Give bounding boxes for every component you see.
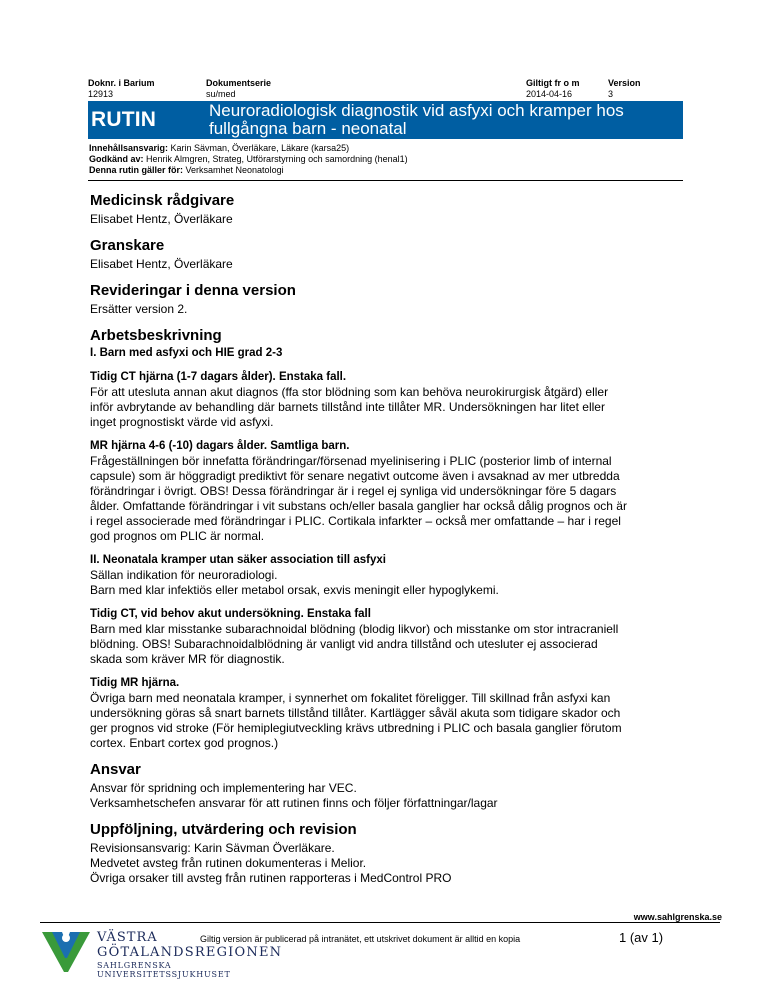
section-medical-advisor: [90, 192, 690, 227]
metadata-row: [88, 78, 683, 100]
text-line: skada som kräver MR för diagnostik.: [90, 652, 285, 666]
mr-heading: MR hjärna 4-6 (-10) dagars ålder. Samtliga barn.: [90, 440, 350, 452]
ct2-block: [90, 607, 690, 667]
footer-note: Giltig version är publicerad på intranätet, ett utskrivet dokument är alltid en kopia: [200, 934, 521, 944]
text-line: Övriga orsaker till avsteg från rutinen rapporteras i MedControl PRO: [90, 871, 452, 885]
text-line: Revisionsansvarig: Karin Sävman Överläkare.: [90, 841, 335, 855]
section-reviewer: [90, 237, 690, 272]
applies-label: Denna rutin gäller för:: [89, 165, 184, 175]
document-title: [209, 101, 624, 139]
section-text: Elisabet Hentz, Överläkare: [90, 257, 233, 271]
section-heading: Uppföljning, utvärdering och revision: [90, 821, 357, 838]
responsible-value: Karin Sävman, Överläkare, Läkare (karsa25): [168, 143, 350, 153]
valid-from-value: 2014-04-16: [526, 89, 573, 99]
part-2-heading: II. Neonatala kramper utan säker association till asfyxi: [90, 554, 386, 566]
doc-nr-label: Doknr. i Barium: [88, 78, 155, 88]
text-line: Sällan indikation för neuroradiologi.: [90, 568, 278, 582]
section-heading: Arbetsbeskrivning: [90, 327, 222, 344]
text-line: undersökning göras så snart barnets tillstånd tillåter. Kartlägger såväl akuta som tidigare skador och: [90, 706, 621, 720]
text-line: Övriga barn med neonatala kramper, i synnerhet om fokalitet föreligger. Till skillnad från asfyxi kan: [90, 691, 611, 705]
version-value: 3: [608, 89, 614, 99]
rutin-label: RUTIN: [91, 108, 157, 131]
part-2-text: [90, 568, 690, 598]
version-label: Version: [608, 78, 641, 88]
responsibility-block: [88, 139, 683, 181]
series-label: Dokumentserie: [206, 78, 272, 88]
part-1-heading: I. Barn med asfyxi och HIE grad 2-3: [90, 347, 283, 359]
ct-block: [90, 370, 690, 430]
section-followup: [90, 821, 690, 886]
document-header: [88, 78, 683, 181]
footer-url[interactable]: www.sahlgrenska.se: [633, 912, 722, 922]
text-line: förändringar i övrigt. OBS! Dessa förändringar är i regel ej synliga vid undersökningar före 5 dagars: [90, 484, 617, 498]
section-text: Elisabet Hentz, Överläkare: [90, 212, 233, 226]
mr2-heading: Tidig MR hjärna.: [90, 677, 180, 689]
doc-nr-value: 12913: [88, 89, 114, 99]
logo-line-2: GÖTALANDSREGIONEN: [97, 945, 283, 960]
title-line-2: fullgångna barn - neonatal: [209, 119, 407, 138]
valid-from-label: Giltigt fr o m: [526, 78, 580, 88]
document-body: [90, 192, 690, 896]
text-line: ger prognos vid stroke (För hemiplegiutveckling krävs utbredning i PLIC och basala ganglier förutom: [90, 721, 622, 735]
ct2-heading: Tidig CT, vid behov akut undersökning. Enstaka fall: [90, 608, 371, 620]
text-line: Medvetet avsteg från rutinen dokumenteras i Melior.: [90, 856, 367, 870]
mr-text: [90, 454, 690, 544]
vgr-emblem-icon: [40, 928, 92, 974]
ct-heading: Tidig CT hjärna (1-7 dagars ålder). Enstaka fall.: [90, 371, 347, 383]
text-line: ålder. Omfattande förändringar i vit substans och/eller basala ganglier har också dålig prognos och är: [90, 499, 627, 513]
responsible-label: Innehållsansvarig:: [89, 143, 169, 153]
section-heading: Medicinsk rådgivare: [90, 192, 235, 209]
text-line: Frågeställningen bör innefatta förändringar/försenad myelinisering i PLIC (posterior limb of internal: [90, 454, 612, 468]
section-heading: Ansvar: [90, 761, 141, 778]
approved-label: Godkänd av:: [89, 154, 144, 164]
text-line: cortex. Enbart cortex god prognos.): [90, 736, 279, 750]
section-heading: Granskare: [90, 237, 165, 254]
part-2-block: [90, 553, 690, 598]
title-banner: [88, 101, 683, 139]
section-text: [90, 841, 690, 886]
ct-text: [90, 385, 690, 430]
mr2-block: [90, 676, 690, 751]
page-number: 1 (av 1): [619, 930, 664, 945]
section-work-description: [90, 327, 690, 751]
text-line: inför avbrytande av behandling där barnets tillstånd inte tillåter MR. Undersökningen har litet eller: [90, 400, 605, 414]
text-line: god prognos om PLIC är normal.: [90, 529, 265, 543]
series-value: su/med: [206, 89, 236, 99]
section-revisions: [90, 282, 690, 317]
mr-block: [90, 439, 690, 544]
logo-line-3: SAHLGRENSKA UNIVERSITETSSJUKHUSET: [97, 961, 231, 979]
section-text: [90, 781, 690, 811]
text-line: För att utesluta annan akut diagnos (ffa stor blödning som kan behöva neurokirurgisk åtgärd) eller: [90, 385, 609, 399]
section-text: Ersätter version 2.: [90, 302, 188, 316]
text-line: Verksamhetschefen ansvarar för att rutinen finns och följer författningar/lagar: [90, 796, 498, 810]
applies-value: Verksamhet Neonatologi: [183, 165, 284, 175]
ct2-text: [90, 622, 690, 667]
logo-line-1: VÄSTRA: [97, 930, 158, 945]
text-line: i regel associerade med förändringar i PLIC. Cortikala infarkter – också mer omfattande – har i regel: [90, 514, 621, 528]
mr2-text: [90, 691, 690, 751]
section-responsibility: [90, 761, 690, 811]
text-line: capsule) som är höggradigt prediktivt för senare negativt outcome även i avsaknad av mer utbredda: [90, 469, 620, 483]
text-line: Barn med klar infektiös eller metabol orsak, exvis meningit eller hypoglykemi.: [90, 583, 499, 597]
footer-divider: [40, 922, 720, 923]
title-line-1: Neuroradiologisk diagnostik vid asfyxi och kramper hos: [209, 101, 624, 120]
text-line: Barn med klar misstanke subarachnoidal blödning (blodig likvor) och misstanke om stor intracraniell: [90, 622, 619, 636]
section-heading: Revideringar i denna version: [90, 282, 296, 299]
text-line: Ansvar för spridning och implementering har VEC.: [90, 781, 357, 795]
approved-value: Henrik Almgren, Strateg, Utförarstyrning och samordning (henal1): [143, 154, 408, 164]
text-line: inget prognostiskt värde vid asfyxi.: [90, 415, 274, 429]
text-line: blödning. OBS! Subarachnoidalblödning är vanligt vid andra tillstånd och utesluter ej associerad: [90, 637, 598, 651]
